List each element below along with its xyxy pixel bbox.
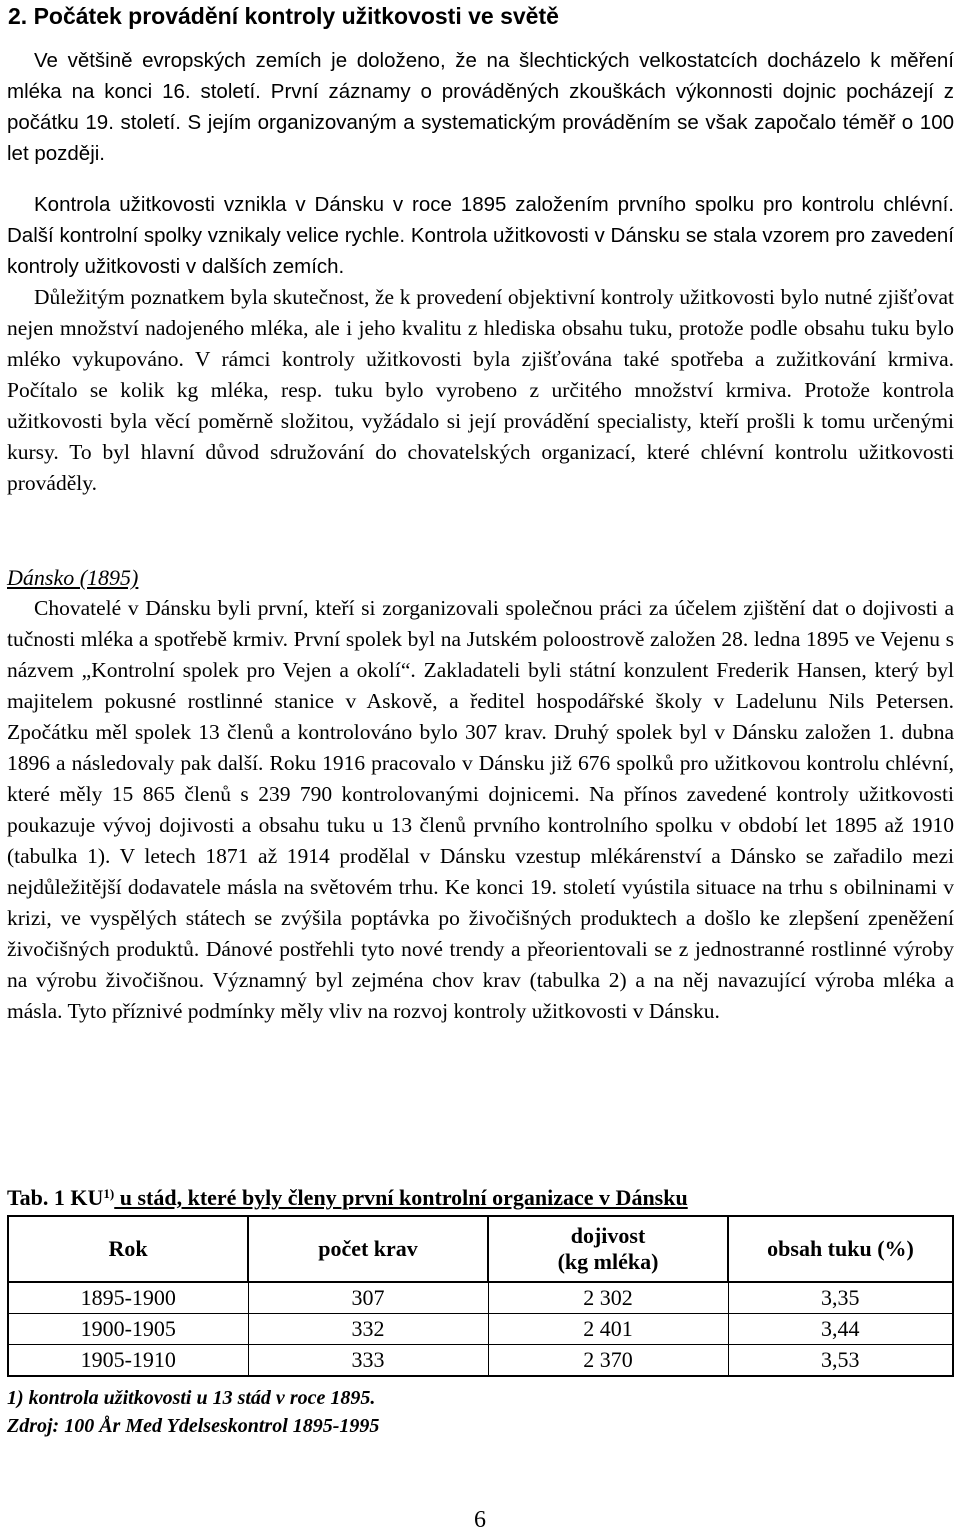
table-cell: 3,53 xyxy=(728,1345,953,1377)
table-cell: 2 302 xyxy=(488,1282,728,1314)
page-number: 6 xyxy=(474,1507,486,1533)
table-caption-prefix: Tab. 1 KU xyxy=(7,1185,104,1210)
table-cell: 332 xyxy=(248,1314,488,1345)
table-footnote: 1) kontrola užitkovosti u 13 stád v roce 1895. xyxy=(7,1387,376,1409)
table-cell: 1895-1900 xyxy=(8,1282,248,1314)
table-row xyxy=(8,1314,953,1345)
table-caption-text: u stád, které byly členy první kontrolní organizace v Dánsku xyxy=(114,1185,688,1210)
section-heading: 2. Počátek provádění kontroly užitkovosti ve světě xyxy=(8,3,559,29)
table-caption-footnote-ref: 1) xyxy=(103,1186,115,1201)
header-cell-fat: obsah tuku (%) xyxy=(728,1216,953,1282)
table-cell: 3,35 xyxy=(728,1282,953,1314)
intro-paragraph-2: Kontrola užitkovosti vznikla v Dánsku v roce 1895 založením prvního spolku pro kontrolu chlévní. Další kontrolní spolky vznikaly velice rychle. Kontrola užitkovosti v Dánsku se stala vzorem pro zavedení kontroly užitkovosti v dalších zemích. xyxy=(7,193,954,278)
header-cell-milk-yield: dojivost (kg mléka) xyxy=(488,1216,728,1282)
table-cell: 3,44 xyxy=(728,1314,953,1345)
intro-paragraph-3: Důležitým poznatkem byla skutečnost, že k provedení objektivní kontroly užitkovosti bylo nutné zjišťovat nejen množství nadojeného mléka, ale i jeho kvalitu z hlediska obsahu tuku, protože podle obsahu tuku bylo mléko vykupováno. V rámci kontroly užitkovosti byla zjišťována také spotřeba a zužitkování krmiva. Počítalo se kolik kg mléka, resp. tuku bylo vyrobeno z určitého množství krmiva. Protože kontrola užitkovosti byla věcí poměrně složitou, vyžádalo si její provádění specialisty, kteří prošli k tomu určenými kursy. To byl hlavní důvod sdružování do chovatelských organizací, které chlévní kontrolu užitkovosti prováděly. xyxy=(7,285,954,495)
table-source: Zdroj: 100 År Med Ydelseskontrol 1895-1995 xyxy=(7,1415,380,1437)
table-cell: 1905-1910 xyxy=(8,1345,248,1377)
table-cell: 333 xyxy=(248,1345,488,1377)
table-caption xyxy=(7,1183,957,1213)
table-header-row xyxy=(8,1216,953,1282)
table-cell: 2 370 xyxy=(488,1345,728,1377)
header-cell-year: Rok xyxy=(8,1216,248,1282)
table-cell: 1900-1905 xyxy=(8,1314,248,1345)
subheading-denmark: Dánsko (1895) xyxy=(7,565,139,590)
denmark-paragraph: Chovatelé v Dánsku byli první, kteří si zorganizovali společnou práci za účelem zjištění dat o dojivosti a tučnosti mléka a spotřebě krmiv. První spolek byl na Jutském poloostrově založen 28. ledna 1895 ve Vejenu s názvem „Kontrolní spolek pro Vejen a okolí“. Zakladateli byli státní konzulent Frederik Hansen, který byl majitelem pokusné rostlinné stanice v Askově, a ředitel hospodářské školy v Ladelunu Nils Petersen. Zpočátku měl spolek 13 členů a kontrolováno bylo 307 krav. Druhý spolek byl v Dánsku založen 1. dubna 1896 a následovaly pak další. Roku 1916 pracovalo v Dánsku již 676 spolků pro užitkovou kontrolu chlévní, které měly 15 865 členů s 239 790 kontrolovanými dojnicemi. Na přínos zavedené kontroly užitkovosti poukazuje vývoj dojivosti a obsahu tuku u 13 členů prvního kontrolního spolku v období let 1895 až 1910 (tabulka 1). V letech 1871 až 1914 prodělal v Dánsku vzestup mlékárenství a Dánsko se zařadilo mezi nejdůležitější dodavatele másla na světovém trhu. Ke konci 19. století vyústila situace na trhu s obilninami v krizi, ve vyspělých státech se zvýšila poptávka po živočišných produktech a došlo ke zlepšení zpeněžení živočišných produktů. Dánové postřehli tyto nové trendy a přeorientovali se z jednostranné rostlinné výroby na výrobu živočišnou. Významný byl zejména chov krav (tabulka 2) a na něj navazující výroba mléka a másla. Tyto příznivé podmínky měly vliv na rozvoj kontroly užitkovosti v Dánsku. xyxy=(7,596,954,1023)
table-1 xyxy=(7,1215,954,1377)
table-row xyxy=(8,1345,953,1377)
intro-paragraph-1: Ve většině evropských zemích je doloženo, že na šlechtických velkostatcích docházelo k měření mléka na konci 16. století. První záznamy o prováděných zkouškách výkonnosti dojnic pocházejí z počátku 19. století. S jejím organizovaným a systematickým prováděním se však započalo téměř o 100 let později. xyxy=(7,49,954,165)
table-cell: 307 xyxy=(248,1282,488,1314)
table-row xyxy=(8,1282,953,1314)
table-cell: 2 401 xyxy=(488,1314,728,1345)
header-cell-cows: počet krav xyxy=(248,1216,488,1282)
